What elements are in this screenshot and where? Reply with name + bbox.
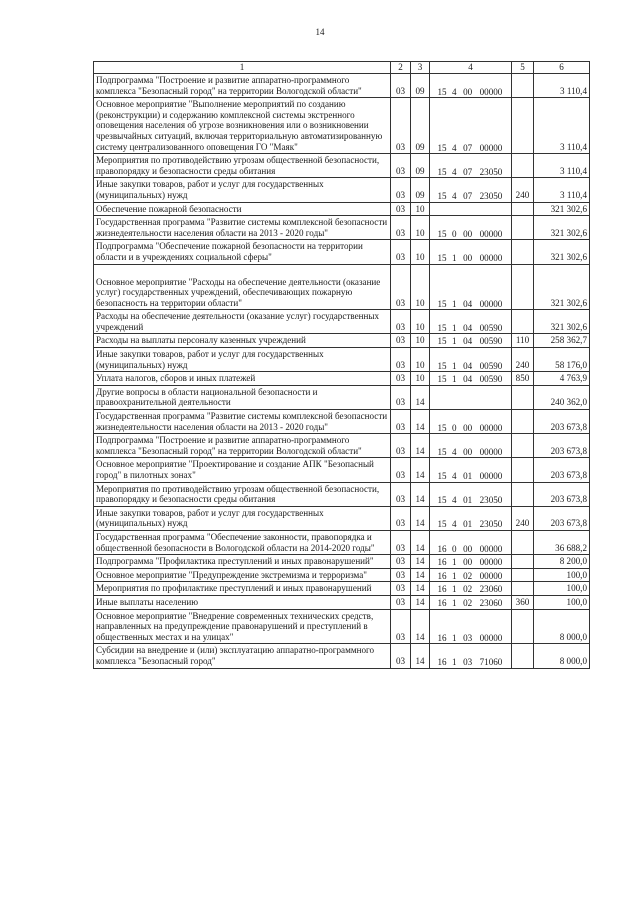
row-subsection: 10 bbox=[411, 216, 430, 240]
code-activity: 00 bbox=[463, 446, 473, 457]
row-name: Государственная программа "Развитие системы комплексной безопасности жизнедеятельности населения области на 2013 - 2020 годы" bbox=[94, 216, 391, 240]
row-expense-type bbox=[512, 644, 534, 668]
row-name: Мероприятия по противодействию угрозам общественной безопасности, правопорядку и безопасности среды обитания bbox=[94, 482, 391, 506]
code-direction: 00000 bbox=[479, 446, 503, 457]
code-direction: 00000 bbox=[479, 543, 503, 554]
row-expense-type bbox=[512, 434, 534, 458]
row-target-article bbox=[430, 372, 512, 386]
row-section: 03 bbox=[391, 609, 411, 644]
target-article-code bbox=[432, 495, 509, 506]
table-row bbox=[94, 555, 590, 569]
code-program: 15 bbox=[437, 298, 447, 309]
row-section: 03 bbox=[391, 178, 411, 202]
target-article-code bbox=[432, 299, 509, 310]
row-expense-type bbox=[512, 154, 534, 178]
row-name: Мероприятия по профилактике преступлений и иных правонарушений bbox=[94, 582, 391, 596]
code-activity: 04 bbox=[463, 336, 473, 347]
target-article-code bbox=[432, 584, 509, 595]
code-direction: 00000 bbox=[479, 422, 503, 433]
table-header-row bbox=[94, 62, 590, 74]
row-name: Расходы на выплаты персоналу казенных учреждений bbox=[94, 334, 391, 348]
row-name: Иные закупки товаров, работ и услуг для государственных (муниципальных) нужд bbox=[94, 506, 391, 530]
row-target-article bbox=[430, 568, 512, 582]
code-activity: 07 bbox=[463, 166, 473, 177]
code-direction: 00590 bbox=[479, 336, 503, 347]
code-subprogram: 1 bbox=[452, 374, 457, 385]
code-program: 15 bbox=[437, 446, 447, 457]
row-amount: 3 110,4 bbox=[534, 74, 590, 98]
code-program: 16 bbox=[437, 557, 447, 568]
row-name: Иные закупки товаров, работ и услуг для государственных (муниципальных) нужд bbox=[94, 348, 391, 372]
row-amount: 4 763,9 bbox=[534, 372, 590, 386]
row-target-article bbox=[430, 264, 512, 310]
code-subprogram: 1 bbox=[452, 570, 457, 581]
row-subsection: 14 bbox=[411, 482, 430, 506]
row-name: Подпрограмма "Построение и развитие аппаратно-программного комплекса "Безопасный город" на территории Вологодской области" bbox=[94, 434, 391, 458]
row-subsection: 09 bbox=[411, 74, 430, 98]
target-article-code bbox=[432, 423, 509, 434]
code-subprogram: 4 bbox=[452, 142, 457, 153]
table-row bbox=[94, 240, 590, 264]
row-name: Основное мероприятие "Внедрение современных технических средств, направленных на предупреждение правонарушений и преступлений в общественных местах и на улицах" bbox=[94, 609, 391, 644]
code-activity: 00 bbox=[463, 422, 473, 433]
row-subsection: 10 bbox=[411, 310, 430, 334]
row-target-article bbox=[430, 434, 512, 458]
row-amount: 3 110,4 bbox=[534, 98, 590, 154]
row-subsection: 14 bbox=[411, 555, 430, 569]
row-expense-type bbox=[512, 74, 534, 98]
row-name: Государственная программа "Развитие системы комплексной безопасности жизнедеятельности населения области на 2013 - 2020 годы" bbox=[94, 410, 391, 434]
row-subsection: 14 bbox=[411, 410, 430, 434]
row-amount: 321 302,6 bbox=[534, 240, 590, 264]
target-article-code bbox=[432, 544, 509, 555]
code-direction: 00590 bbox=[479, 360, 503, 371]
table-row bbox=[94, 410, 590, 434]
row-name: Уплата налогов, сборов и иных платежей bbox=[94, 372, 391, 386]
row-expense-type: 360 bbox=[512, 595, 534, 609]
table-row bbox=[94, 216, 590, 240]
row-section: 03 bbox=[391, 410, 411, 434]
row-name: Субсидии на внедрение и (или) эксплуатацию аппаратно-программного комплекса "Безопасный город" bbox=[94, 644, 391, 668]
code-direction: 00000 bbox=[479, 142, 503, 153]
row-section: 03 bbox=[391, 595, 411, 609]
code-program: 16 bbox=[437, 597, 447, 608]
row-name: Подпрограмма "Профилактика преступлений и иных правонарушений" bbox=[94, 555, 391, 569]
table-row bbox=[94, 202, 590, 216]
code-program: 15 bbox=[437, 422, 447, 433]
row-subsection: 10 bbox=[411, 264, 430, 310]
code-subprogram: 4 bbox=[452, 166, 457, 177]
row-section: 03 bbox=[391, 434, 411, 458]
target-article-code bbox=[432, 361, 509, 372]
code-program: 15 bbox=[437, 495, 447, 506]
row-subsection: 14 bbox=[411, 434, 430, 458]
row-subsection: 09 bbox=[411, 98, 430, 154]
table-row bbox=[94, 264, 590, 310]
code-program: 15 bbox=[437, 86, 447, 97]
code-subprogram: 1 bbox=[452, 557, 457, 568]
table-row bbox=[94, 568, 590, 582]
row-amount: 58 176,0 bbox=[534, 348, 590, 372]
row-section: 03 bbox=[391, 348, 411, 372]
row-amount: 321 302,6 bbox=[534, 202, 590, 216]
code-program: 15 bbox=[437, 322, 447, 333]
code-activity: 02 bbox=[463, 570, 473, 581]
table-row bbox=[94, 348, 590, 372]
code-activity: 04 bbox=[463, 360, 473, 371]
code-activity: 02 bbox=[463, 597, 473, 608]
table-row bbox=[94, 154, 590, 178]
table-row bbox=[94, 434, 590, 458]
row-subsection: 14 bbox=[411, 458, 430, 482]
code-program: 15 bbox=[437, 336, 447, 347]
row-amount: 321 302,6 bbox=[534, 264, 590, 310]
code-subprogram: 1 bbox=[452, 322, 457, 333]
row-subsection: 14 bbox=[411, 385, 430, 409]
row-target-article bbox=[430, 530, 512, 554]
row-section: 03 bbox=[391, 202, 411, 216]
code-activity: 00 bbox=[463, 228, 473, 239]
table-row bbox=[94, 644, 590, 668]
row-expense-type: 240 bbox=[512, 348, 534, 372]
code-activity: 00 bbox=[463, 557, 473, 568]
code-subprogram: 0 bbox=[452, 228, 457, 239]
row-section: 03 bbox=[391, 334, 411, 348]
row-name: Основное мероприятие "Расходы на обеспечение деятельности (оказание услуг) государственных учреждений, обеспечивающих пожарную безопасность на территории области" bbox=[94, 264, 391, 310]
column-header: 3 bbox=[411, 62, 430, 74]
row-target-article bbox=[430, 482, 512, 506]
table-row bbox=[94, 98, 590, 154]
table-row bbox=[94, 482, 590, 506]
row-subsection: 10 bbox=[411, 348, 430, 372]
row-expense-type: 110 bbox=[512, 334, 534, 348]
row-expense-type bbox=[512, 216, 534, 240]
target-article-code bbox=[432, 143, 509, 154]
code-subprogram: 1 bbox=[452, 632, 457, 643]
code-activity: 00 bbox=[463, 252, 473, 263]
target-article-code bbox=[432, 374, 509, 385]
row-subsection: 14 bbox=[411, 530, 430, 554]
code-program: 15 bbox=[437, 142, 447, 153]
code-program: 16 bbox=[437, 570, 447, 581]
target-article-code bbox=[432, 229, 509, 240]
row-target-article bbox=[430, 609, 512, 644]
row-amount: 321 302,6 bbox=[534, 310, 590, 334]
code-program: 16 bbox=[437, 656, 447, 667]
code-activity: 07 bbox=[463, 142, 473, 153]
target-article-code bbox=[432, 191, 509, 202]
code-direction: 00000 bbox=[479, 252, 503, 263]
code-direction: 23060 bbox=[479, 597, 503, 608]
row-section: 03 bbox=[391, 530, 411, 554]
code-activity: 03 bbox=[463, 656, 473, 667]
target-article-code bbox=[432, 598, 509, 609]
row-amount: 36 688,2 bbox=[534, 530, 590, 554]
row-target-article bbox=[430, 644, 512, 668]
row-expense-type bbox=[512, 410, 534, 434]
row-target-article bbox=[430, 202, 512, 216]
code-subprogram: 1 bbox=[452, 584, 457, 595]
code-direction: 00000 bbox=[479, 228, 503, 239]
target-article-code bbox=[432, 571, 509, 582]
row-target-article bbox=[430, 410, 512, 434]
row-section: 03 bbox=[391, 310, 411, 334]
code-subprogram: 0 bbox=[452, 543, 457, 554]
row-target-article bbox=[430, 216, 512, 240]
code-direction: 23060 bbox=[479, 584, 503, 595]
row-amount: 100,0 bbox=[534, 595, 590, 609]
row-expense-type bbox=[512, 310, 534, 334]
row-amount: 3 110,4 bbox=[534, 178, 590, 202]
target-article-code bbox=[432, 167, 509, 178]
row-amount: 240 362,0 bbox=[534, 385, 590, 409]
row-name: Обеспечение пожарной безопасности bbox=[94, 202, 391, 216]
code-subprogram: 1 bbox=[452, 252, 457, 263]
row-name: Основное мероприятие "Проектирование и создание АПК "Безопасный город" в пилотных зонах" bbox=[94, 458, 391, 482]
row-amount: 100,0 bbox=[534, 582, 590, 596]
code-subprogram: 1 bbox=[452, 336, 457, 347]
row-section: 03 bbox=[391, 555, 411, 569]
code-direction: 00000 bbox=[479, 632, 503, 643]
row-name: Государственная программа "Обеспечение законности, правопорядка и общественной безопасности в Вологодской области на 2014-2020 годы" bbox=[94, 530, 391, 554]
code-program: 15 bbox=[437, 252, 447, 263]
table-row bbox=[94, 310, 590, 334]
row-name: Основное мероприятие "Выполнение мероприятий по созданию (реконструкции) и содержанию комплексной системы экстренного оповещения населения об угрозе возникновения или о возникновении чрезвычайных ситуаций, включая территориальную автоматизированную систему централизованного оповещения ГО "Маяк" bbox=[94, 98, 391, 154]
column-header: 2 bbox=[391, 62, 411, 74]
code-subprogram: 4 bbox=[452, 471, 457, 481]
code-program: 16 bbox=[437, 632, 447, 643]
code-program: 15 bbox=[437, 519, 447, 530]
row-amount: 203 673,8 bbox=[534, 506, 590, 530]
row-amount: 100,0 bbox=[534, 568, 590, 582]
row-subsection: 14 bbox=[411, 582, 430, 596]
row-amount: 258 362,7 bbox=[534, 334, 590, 348]
row-target-article bbox=[430, 348, 512, 372]
code-direction: 00590 bbox=[479, 322, 503, 333]
target-article-code bbox=[432, 253, 509, 264]
code-direction: 23050 bbox=[479, 519, 503, 530]
row-expense-type bbox=[512, 264, 534, 310]
row-expense-type bbox=[512, 482, 534, 506]
row-target-article bbox=[430, 458, 512, 482]
row-name: Иные закупки товаров, работ и услуг для государственных (муниципальных) нужд bbox=[94, 178, 391, 202]
code-direction: 23050 bbox=[479, 166, 503, 177]
row-target-article bbox=[430, 154, 512, 178]
row-section: 03 bbox=[391, 74, 411, 98]
code-program: 15 bbox=[437, 228, 447, 239]
code-direction: 23050 bbox=[479, 495, 503, 506]
code-direction: 71060 bbox=[479, 656, 503, 667]
code-subprogram: 1 bbox=[452, 656, 457, 667]
code-subprogram: 4 bbox=[452, 519, 457, 530]
code-activity: 04 bbox=[463, 298, 473, 309]
code-activity: 00 bbox=[463, 86, 473, 97]
row-expense-type bbox=[512, 530, 534, 554]
row-expense-type bbox=[512, 240, 534, 264]
row-subsection: 10 bbox=[411, 240, 430, 264]
code-direction: 00000 bbox=[479, 471, 503, 481]
row-subsection: 14 bbox=[411, 568, 430, 582]
target-article-code bbox=[432, 557, 509, 568]
row-name: Мероприятия по противодействию угрозам общественной безопасности, правопорядку и безопасности среды обитания bbox=[94, 154, 391, 178]
row-amount: 203 673,8 bbox=[534, 410, 590, 434]
row-section: 03 bbox=[391, 568, 411, 582]
column-header: 6 bbox=[534, 62, 590, 74]
row-subsection: 14 bbox=[411, 506, 430, 530]
table-row bbox=[94, 334, 590, 348]
row-subsection: 10 bbox=[411, 202, 430, 216]
code-subprogram: 4 bbox=[452, 190, 457, 201]
row-amount: 3 110,4 bbox=[534, 154, 590, 178]
code-direction: 00000 bbox=[479, 298, 503, 309]
code-program: 15 bbox=[437, 360, 447, 371]
row-amount: 8 000,0 bbox=[534, 644, 590, 668]
code-direction: 00000 bbox=[479, 570, 503, 581]
code-direction: 23050 bbox=[479, 190, 503, 201]
column-header: 5 bbox=[512, 62, 534, 74]
code-activity: 01 bbox=[463, 495, 473, 506]
row-target-article bbox=[430, 334, 512, 348]
target-article-code bbox=[432, 323, 509, 334]
row-amount: 8 200,0 bbox=[534, 555, 590, 569]
code-program: 15 bbox=[437, 166, 447, 177]
row-target-article bbox=[430, 555, 512, 569]
row-expense-type bbox=[512, 609, 534, 644]
code-activity: 00 bbox=[463, 543, 473, 554]
row-name: Расходы на обеспечение деятельности (оказание услуг) государственных учреждений bbox=[94, 310, 391, 334]
table-row bbox=[94, 178, 590, 202]
row-amount: 203 673,8 bbox=[534, 434, 590, 458]
page-number: 14 bbox=[315, 27, 325, 37]
budget-table bbox=[93, 61, 590, 669]
row-amount: 321 302,6 bbox=[534, 216, 590, 240]
code-activity: 04 bbox=[463, 374, 473, 385]
row-section: 03 bbox=[391, 644, 411, 668]
code-program: 16 bbox=[437, 543, 447, 554]
row-subsection: 09 bbox=[411, 178, 430, 202]
row-target-article bbox=[430, 582, 512, 596]
target-article-code bbox=[432, 471, 509, 482]
row-expense-type: 240 bbox=[512, 506, 534, 530]
code-activity: 07 bbox=[463, 190, 473, 201]
target-article-code bbox=[432, 447, 509, 458]
table-row bbox=[94, 609, 590, 644]
code-direction: 00000 bbox=[479, 557, 503, 568]
row-name: Подпрограмма "Обеспечение пожарной безопасности на территории области и в учреждениях социальной сферы" bbox=[94, 240, 391, 264]
row-amount: 203 673,8 bbox=[534, 482, 590, 506]
row-subsection: 14 bbox=[411, 609, 430, 644]
table-row bbox=[94, 372, 590, 386]
row-target-article bbox=[430, 310, 512, 334]
code-program: 15 bbox=[437, 471, 447, 481]
row-target-article bbox=[430, 506, 512, 530]
row-expense-type bbox=[512, 458, 534, 482]
row-subsection: 14 bbox=[411, 595, 430, 609]
row-section: 03 bbox=[391, 98, 411, 154]
row-section: 03 bbox=[391, 216, 411, 240]
row-section: 03 bbox=[391, 372, 411, 386]
target-article-code bbox=[432, 336, 509, 347]
row-subsection: 10 bbox=[411, 372, 430, 386]
code-activity: 03 bbox=[463, 632, 473, 643]
code-subprogram: 4 bbox=[452, 446, 457, 457]
row-subsection: 10 bbox=[411, 334, 430, 348]
row-subsection: 09 bbox=[411, 154, 430, 178]
table-row bbox=[94, 506, 590, 530]
row-subsection: 14 bbox=[411, 644, 430, 668]
row-section: 03 bbox=[391, 458, 411, 482]
row-section: 03 bbox=[391, 482, 411, 506]
code-subprogram: 1 bbox=[452, 360, 457, 371]
row-name: Подпрограмма "Построение и развитие аппаратно-программного комплекса "Безопасный город" на территории Вологодской области" bbox=[94, 74, 391, 98]
row-name: Иные выплаты населению bbox=[94, 595, 391, 609]
row-target-article bbox=[430, 74, 512, 98]
row-expense-type: 240 bbox=[512, 178, 534, 202]
target-article-code bbox=[432, 633, 509, 644]
code-activity: 04 bbox=[463, 322, 473, 333]
row-expense-type bbox=[512, 555, 534, 569]
code-program: 15 bbox=[437, 190, 447, 201]
row-target-article bbox=[430, 595, 512, 609]
table-row bbox=[94, 595, 590, 609]
row-section: 03 bbox=[391, 240, 411, 264]
row-name: Основное мероприятие "Предупреждение экстремизма и терроризма" bbox=[94, 568, 391, 582]
code-activity: 01 bbox=[463, 519, 473, 530]
target-article-code bbox=[432, 87, 509, 98]
row-section: 03 bbox=[391, 264, 411, 310]
row-target-article bbox=[430, 98, 512, 154]
row-target-article bbox=[430, 385, 512, 409]
table-row bbox=[94, 458, 590, 482]
target-article-code bbox=[432, 657, 509, 668]
row-expense-type bbox=[512, 98, 534, 154]
row-section: 03 bbox=[391, 582, 411, 596]
code-subprogram: 1 bbox=[452, 597, 457, 608]
code-activity: 01 bbox=[463, 471, 473, 481]
row-target-article bbox=[430, 240, 512, 264]
row-expense-type bbox=[512, 582, 534, 596]
row-amount: 203 673,8 bbox=[534, 458, 590, 482]
row-expense-type bbox=[512, 385, 534, 409]
code-program: 15 bbox=[437, 374, 447, 385]
row-expense-type: 850 bbox=[512, 372, 534, 386]
column-header: 4 bbox=[430, 62, 512, 74]
code-subprogram: 0 bbox=[452, 422, 457, 433]
code-subprogram: 1 bbox=[452, 298, 457, 309]
row-section: 03 bbox=[391, 154, 411, 178]
table-row bbox=[94, 385, 590, 409]
column-header: 1 bbox=[94, 62, 391, 74]
row-section: 03 bbox=[391, 506, 411, 530]
code-subprogram: 4 bbox=[452, 495, 457, 506]
code-subprogram: 4 bbox=[452, 86, 457, 97]
code-direction: 00590 bbox=[479, 374, 503, 385]
table-row bbox=[94, 74, 590, 98]
table-row bbox=[94, 582, 590, 596]
target-article-code bbox=[432, 519, 509, 530]
row-name: Другие вопросы в области национальной безопасности и правоохранительной деятельности bbox=[94, 385, 391, 409]
table-row bbox=[94, 530, 590, 554]
row-expense-type bbox=[512, 202, 534, 216]
row-amount: 8 000,0 bbox=[534, 609, 590, 644]
code-activity: 02 bbox=[463, 584, 473, 595]
row-section: 03 bbox=[391, 385, 411, 409]
code-program: 16 bbox=[437, 584, 447, 595]
row-expense-type bbox=[512, 568, 534, 582]
code-direction: 00000 bbox=[479, 86, 503, 97]
row-target-article bbox=[430, 178, 512, 202]
